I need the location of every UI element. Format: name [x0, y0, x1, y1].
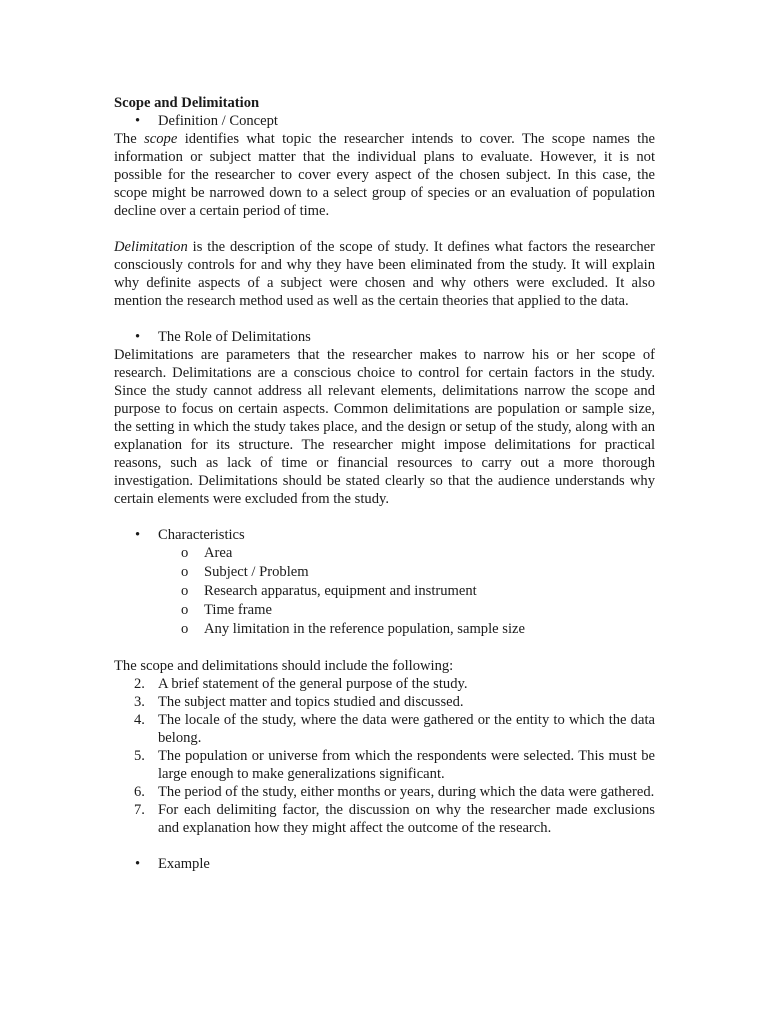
bullet-icon: •: [135, 329, 141, 345]
bullet-icon: •: [135, 113, 141, 129]
list-item: [114, 620, 655, 639]
item-text: The subject matter and topics studied and discussed.: [158, 694, 464, 710]
list-item: [114, 563, 655, 582]
bullet-label: Definition / Concept: [158, 113, 278, 129]
item-number: 2.: [134, 676, 145, 692]
document-page: [114, 94, 655, 873]
spacer: [114, 220, 655, 238]
list-item: [114, 582, 655, 601]
bullet-icon: •: [135, 856, 141, 872]
numbered-item: [114, 711, 655, 747]
scope-paragraph: [114, 130, 655, 220]
delimitation-paragraph: [114, 238, 655, 310]
spacer: [114, 639, 655, 657]
item-number: 3.: [134, 694, 145, 710]
numbered-item: [114, 675, 655, 693]
scope-paragraph-lead: The: [114, 131, 145, 147]
item-text: For each delimiting factor, the discussion on why the researcher made exclusions and explanation how they might affect the outcome of the research.: [158, 802, 655, 836]
item-text: The population or universe from which the respondents were selected. This must be large enough to make generalizations significant.: [158, 748, 655, 782]
spacer: [114, 310, 655, 328]
bullet-role-of-delimitations: [114, 328, 655, 346]
bullet-example: [114, 855, 655, 873]
item-text: A brief statement of the general purpose of the study.: [158, 676, 468, 692]
numbered-item: [114, 747, 655, 783]
list-item-text: Research apparatus, equipment and instrument: [204, 583, 477, 599]
bullet-icon: •: [135, 527, 141, 543]
include-intro: The scope and delimitations should include the following:: [114, 658, 454, 674]
delimitation-term: Delimitation: [114, 239, 188, 255]
list-item-text: Any limitation in the reference population, sample size: [204, 621, 525, 637]
include-list: [114, 675, 655, 837]
list-item: [114, 601, 655, 620]
sub-bullet-icon: o: [181, 602, 189, 618]
item-number: 6.: [134, 784, 145, 800]
bullet-characteristics: [114, 526, 655, 544]
bullet-label: Characteristics: [158, 527, 245, 543]
list-item-text: Area: [204, 545, 233, 561]
item-number: 4.: [134, 712, 145, 728]
scope-paragraph-body: identifies what topic the researcher intends to cover. The scope names the information or subject matter that the individual plans to evaluate. However, it is not possible for the researcher to cover every aspect of the chosen subject. In this case, the scope might be narrowed down to a select group of species or an evaluation of population decline over a certain period of time.: [114, 131, 655, 219]
bullet-label: The Role of Delimitations: [158, 329, 311, 345]
role-paragraph: Delimitations are parameters that the researcher makes to narrow his or her scope of research. Delimitations are a conscious choice to control for certain factors in the study. Since the study cannot address all relevant elements, delimitations narrow the scope and purpose to focus on certain aspects. Common delimitations are population or sample size, the setting in which the study takes place, and the design or setup of the study, along with an explanation for its structure. The researcher might impose delimitations for practical reasons, such as lack of time or financial resources to carry out a more thorough investigation. Delimitations should be stated clearly so that the audience understands why certain elements were excluded from the study.: [114, 347, 655, 507]
spacer: [114, 837, 655, 855]
numbered-item: [114, 783, 655, 801]
delimitation-paragraph-body: is the description of the scope of study. It defines what factors the researcher consciously controls for and why they have been eliminated from the study. It will explain why definite aspects of a subject were chosen and why others were excluded. It also mention the research method used as well as the certain theories that applied to the data.: [114, 239, 655, 309]
numbered-item: [114, 801, 655, 837]
bullet-label: Example: [158, 856, 210, 872]
item-number: 5.: [134, 748, 145, 764]
sub-bullet-icon: o: [181, 583, 189, 599]
item-text: The locale of the study, where the data were gathered or the entity to which the data belong.: [158, 712, 655, 746]
list-item-text: Subject / Problem: [204, 564, 309, 580]
scope-term: scope: [144, 131, 178, 147]
spacer: [114, 508, 655, 526]
list-item-text: Time frame: [204, 602, 272, 618]
item-text: The period of the study, either months or years, during which the data were gathered.: [158, 784, 655, 800]
characteristics-list: [114, 544, 655, 639]
sub-bullet-icon: o: [181, 545, 189, 561]
document-title: Scope and Delimitation: [114, 95, 260, 111]
item-number: 7.: [134, 802, 145, 818]
list-item: [114, 544, 655, 563]
bullet-definition-concept: [114, 112, 655, 130]
numbered-item: [114, 693, 655, 711]
sub-bullet-icon: o: [181, 564, 189, 580]
sub-bullet-icon: o: [181, 621, 189, 637]
